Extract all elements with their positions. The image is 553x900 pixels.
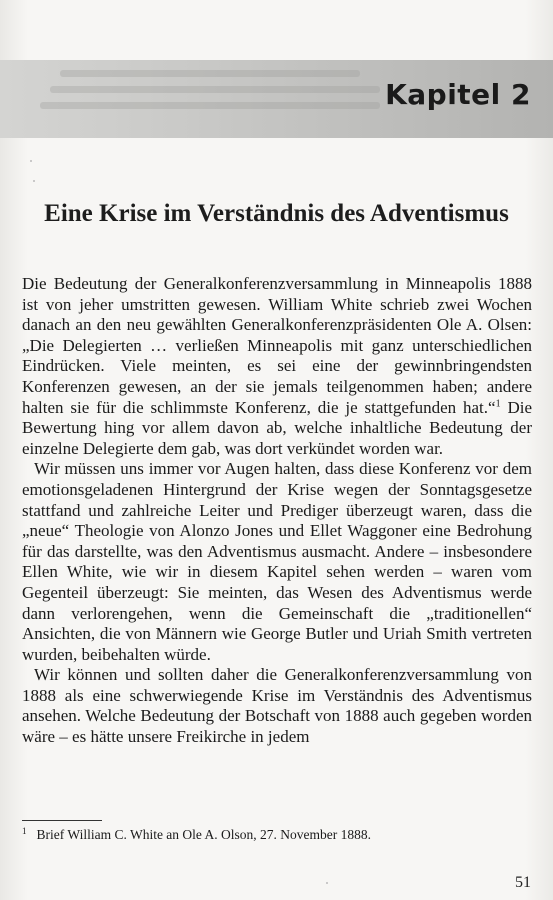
scan-speck	[33, 180, 35, 182]
scan-speck	[30, 160, 32, 162]
paragraph: Wir können und sollten daher die Generalkonferenzversammlung von 1888 als eine schwerwiegende Krise im Verständnis des Adventismus ansehen. Welche Bedeutung der Botschaft von 1888 auch gegeben worden wäre – es hätte unsere Freikirche in jedem	[22, 665, 532, 747]
page-number: 51	[515, 874, 531, 891]
footnote-text: Brief William C. White an Ole A. Olson, 27. November 1888.	[36, 827, 372, 842]
chapter-label: Kapitel 2	[385, 78, 531, 111]
paragraph	[22, 274, 532, 459]
bleed-through-line	[40, 102, 380, 109]
chapter-title: Eine Krise im Verständnis des Adventismus	[44, 200, 509, 227]
bleed-through-line	[50, 86, 380, 93]
footnote	[22, 826, 532, 843]
body-text	[22, 274, 532, 748]
footnote-divider	[22, 820, 102, 821]
bleed-through-line	[60, 70, 360, 77]
scan-speck	[326, 882, 328, 884]
footnote-number: 1	[22, 825, 27, 836]
paragraph-text: Die Bewertung hing vor allem davon ab, welche inhaltliche Bedeutung der einzelne Delegierte dem gab, was dort verkündet worden war.	[22, 397, 533, 458]
paragraph-text: Die Bedeutung der Generalkonferenzversammlung in Minneapolis 1888 ist von jeher umstritten gewesen. William White schrieb zwei Wochen danach an den neu gewählten Generalkonferenzpräsidenten Ole A. Olsen: „Die Delegierten … verließen Minneapolis mit ganz unterschiedlichen Eindrücken. Viele meinten, es sei eine der gewinnbringendsten Konferenzen gewesen, an der sie jemals teilgenommen haben; andere halten sie für die schlimmste Konferenz, die je stattgefunden hat.“	[22, 274, 532, 417]
paragraph: Wir müssen uns immer vor Augen halten, dass diese Konferenz vor dem emotionsgeladenen Hintergrund der Krise wegen der Sonntagsgesetze stattfand und zahlreiche Leiter und Prediger überzeugt waren, dass die „neue“ Theologie von Alonzo Jones und Ellet Waggoner eine Bedrohung für das darstellte, was den Adventismus ausmacht. Andere – insbesondere Ellen White, wie wir in diesem Kapitel sehen werden – waren vom Gegenteil überzeugt: Sie meinten, das Wesen des Adventismus werde dann verlorengehen, wenn die Gemeinschaft die „traditionellen“ Ansichten, die von Männern wie George Butler und Uriah Smith vertreten wurden, beibehalten würde.	[22, 459, 532, 664]
footnote-reference[interactable]: 1	[495, 397, 501, 409]
